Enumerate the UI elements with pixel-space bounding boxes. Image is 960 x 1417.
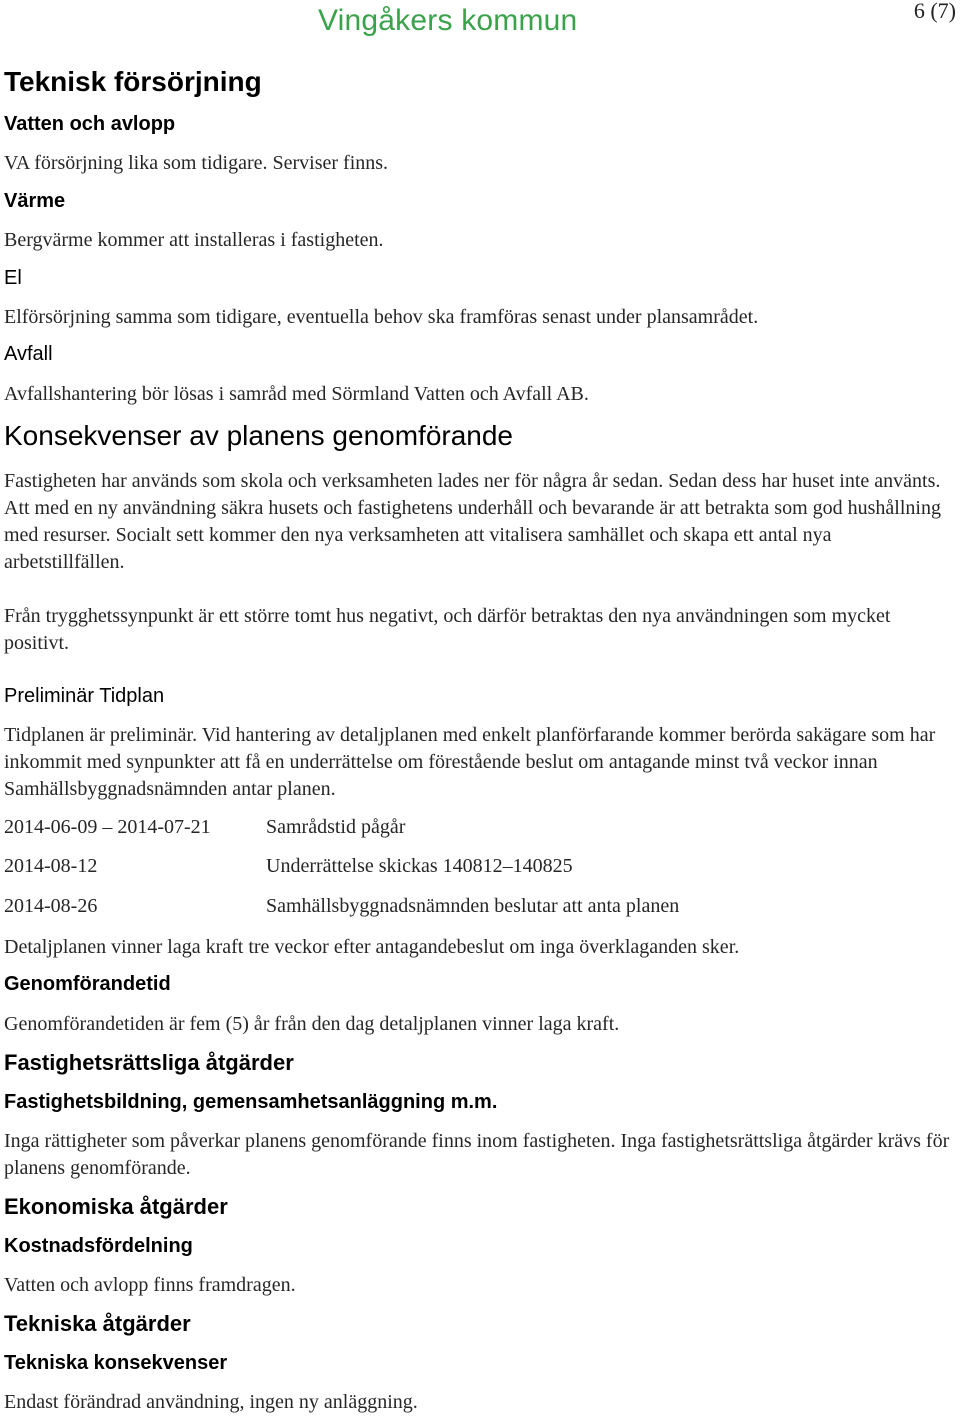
heading-varme: Värme <box>4 190 66 212</box>
schedule-event: Underrättelse skickas 140812–140825 <box>266 855 573 877</box>
schedule-date: 2014-08-26 <box>4 895 98 917</box>
schedule-event: Samrådstid pågår <box>266 816 406 838</box>
text-vatten-avlopp: VA försörjning lika som tidigare. Serviser finns. <box>4 152 389 174</box>
heading-konsekvenser: Konsekvenser av planens genomförande <box>4 420 514 451</box>
heading-fastighetsrattsliga: Fastighetsrättsliga åtgärder <box>4 1050 294 1075</box>
heading-tekniska: Tekniska åtgärder <box>4 1311 191 1336</box>
subheading-kostnadsfordelning: Kostnadsfördelning <box>4 1235 193 1257</box>
schedule-date: 2014-06-09 – 2014-07-21 <box>4 816 211 838</box>
heading-el: El <box>4 267 22 289</box>
subheading-fastighetsbildning: Fastighetsbildning, gemensamhetsanläggning m.m. <box>4 1091 498 1113</box>
heading-vatten-avlopp: Vatten och avlopp <box>4 113 176 135</box>
heading-teknisk-forsorjning: Teknisk försörjning <box>4 66 262 97</box>
text-varme: Bergvärme kommer att installeras i fastigheten. <box>4 229 384 251</box>
heading-avfall: Avfall <box>4 343 53 365</box>
heading-tidplan: Preliminär Tidplan <box>4 685 165 707</box>
text-tidplan-intro: Tidplanen är preliminär. Vid hantering av detaljplanen med enkelt planförfarande kommer berörda sakägare som har inkommit med synpunkter att få en underrättelse om förestående beslut om antagande minst två veckor innan Samhällsbyggnadsnämnden antar planen. <box>4 724 936 800</box>
text-ekonomiska: Vatten och avlopp finns framdragen. <box>4 1274 296 1296</box>
text-genomforandetid: Genomförandetiden är fem (5) år från den dag detaljplanen vinner laga kraft. <box>4 1013 620 1035</box>
heading-genomforandetid: Genomförandetid <box>4 973 171 995</box>
schedule-event: Samhällsbyggnadsnämnden beslutar att anta planen <box>266 895 680 917</box>
text-konsekvenser-2: Från trygghetssynpunkt är ett större tomt hus negativt, och därför betraktas den nya användningen som mycket positivt. <box>4 605 891 654</box>
schedule-date: 2014-08-12 <box>4 855 98 877</box>
page-number: 6 (7) <box>913 0 956 23</box>
text-tidplan-outro: Detaljplanen vinner laga kraft tre veckor efter antagandebeslut om inga överklaganden sker. <box>4 936 740 958</box>
text-fastighetsrattsliga: Inga rättigheter som påverkar planens genomförande finns inom fastigheten. Inga fastighetsrättsliga åtgärder krävs för planens genomförande. <box>4 1130 950 1179</box>
subheading-tekniska-konsekvenser: Tekniska konsekvenser <box>4 1352 228 1374</box>
heading-ekonomiska: Ekonomiska åtgärder <box>4 1194 228 1219</box>
organization-name: Vingåkers kommun <box>318 4 578 37</box>
text-tekniska: Endast förändrad användning, ingen ny anläggning. <box>4 1391 418 1413</box>
text-el: Elförsörjning samma som tidigare, eventuella behov ska framföras senast under plansamrådet. <box>4 306 759 328</box>
text-konsekvenser-1: Fastigheten har används som skola och verksamheten lades ner för några år sedan. Sedan dess har huset inte använts. Att med en ny användning säkra husets och fastighetens underhåll och bevarande är att betrakta som god hushållning med resurser. Socialt sett kommer den nya verksamheten att vitalisera samhället och skapa ett antal nya arbetstillfällen. <box>4 470 941 573</box>
text-avfall: Avfallshantering bör lösas i samråd med Sörmland Vatten och Avfall AB. <box>4 383 589 405</box>
